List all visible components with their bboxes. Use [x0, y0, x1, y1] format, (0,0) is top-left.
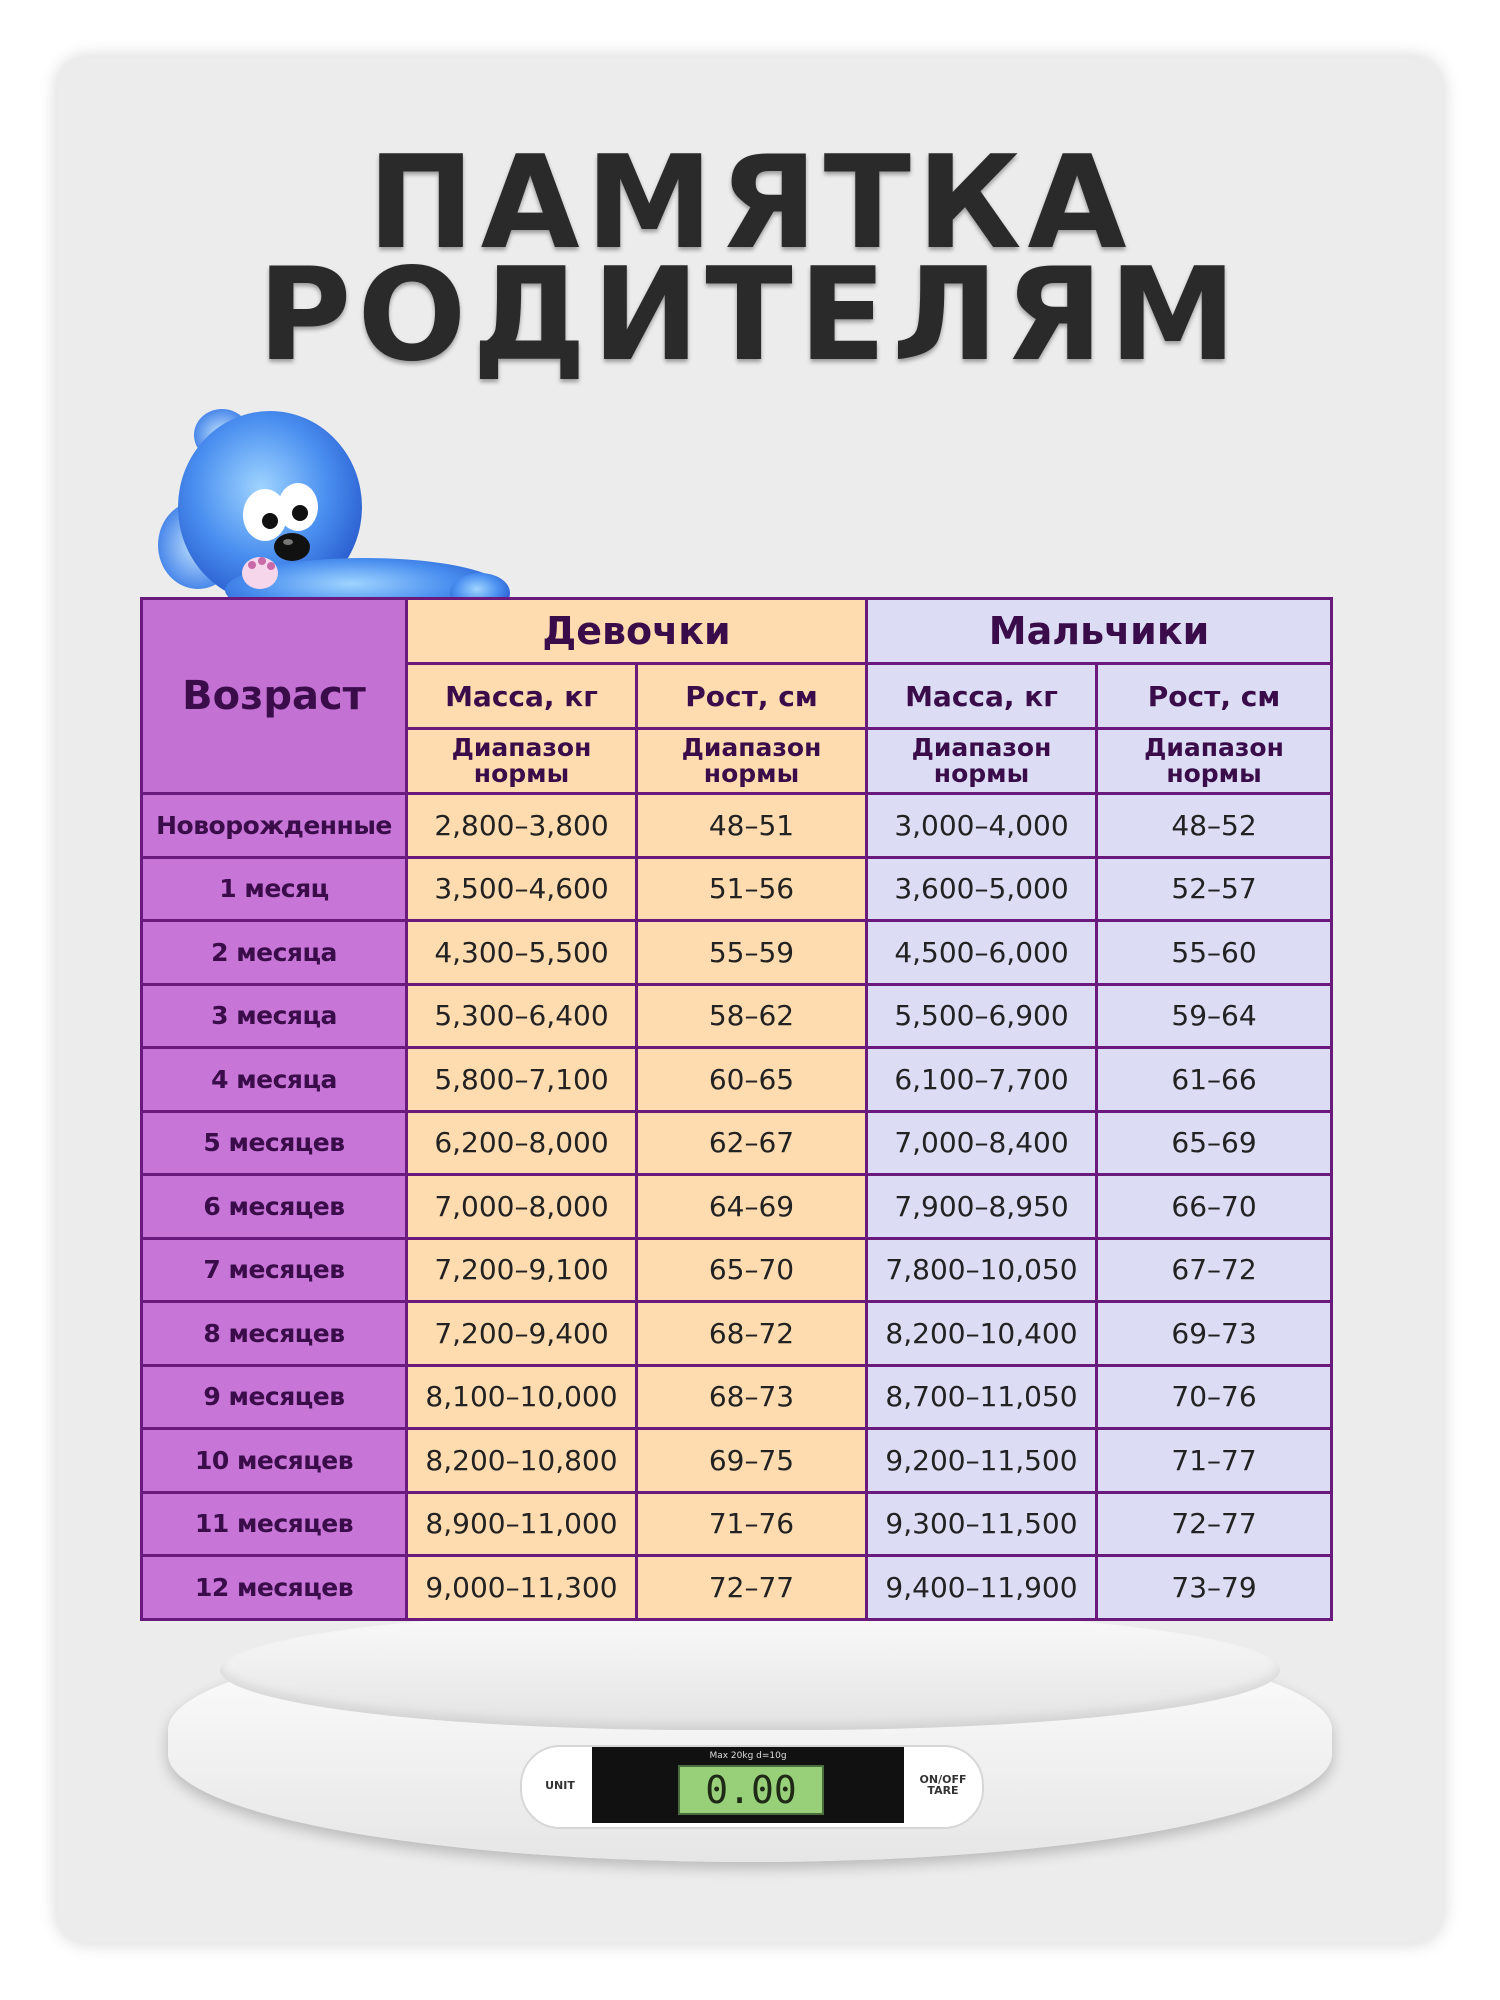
boys-height-cell: 55–60 — [1097, 921, 1332, 985]
boys-mass-cell: 9,400–11,900 — [867, 1556, 1097, 1620]
girls-height-cell: 51–56 — [637, 857, 867, 921]
range-label-line-1: Диапазон — [1144, 733, 1284, 762]
range-label-line-2: нормы — [703, 759, 800, 788]
girls-mass-cell: 5,800–7,100 — [407, 1048, 637, 1112]
boys-height-cell: 65–69 — [1097, 1111, 1332, 1175]
range-label-line-1: Диапазон — [451, 733, 592, 762]
boys-mass-cell: 8,700–11,050 — [867, 1365, 1097, 1429]
table-row — [142, 1238, 1332, 1302]
table-row — [142, 1048, 1332, 1112]
table-row — [142, 1365, 1332, 1429]
range-label-line-2: нормы — [1166, 759, 1262, 788]
girls-height-cell: 55–59 — [637, 921, 867, 985]
boys-height-cell: 61–66 — [1097, 1048, 1332, 1112]
girls-height-header: Рост, см — [637, 664, 867, 729]
girls-header: Девочки — [407, 599, 867, 664]
boys-height-cell: 67–72 — [1097, 1238, 1332, 1302]
table-row — [142, 1429, 1332, 1493]
growth-norms-table-wrapper — [140, 597, 1330, 1613]
baby-scale-tray — [220, 1610, 1280, 1730]
range-label-line-1: Диапазон — [911, 733, 1052, 762]
table-row — [142, 1556, 1332, 1620]
boys-height-cell: 73–79 — [1097, 1556, 1332, 1620]
girls-mass-cell: 7,200–9,400 — [407, 1302, 637, 1366]
age-cell: 7 месяцев — [142, 1238, 407, 1302]
age-cell: 12 месяцев — [142, 1556, 407, 1620]
age-cell: 6 месяцев — [142, 1175, 407, 1239]
girls-height-range-label — [637, 729, 867, 794]
scale-capacity-caption: Max 20kg d=10g — [709, 1751, 787, 1761]
title-line-2: РОДИТЕЛЯМ — [257, 241, 1243, 390]
age-cell: 9 месяцев — [142, 1365, 407, 1429]
age-cell: 10 месяцев — [142, 1429, 407, 1493]
tare-label: TARE — [927, 1784, 959, 1797]
age-cell: 11 месяцев — [142, 1492, 407, 1556]
boys-header: Мальчики — [867, 599, 1332, 664]
boys-height-cell: 52–57 — [1097, 857, 1332, 921]
girls-mass-cell: 8,100–10,000 — [407, 1365, 637, 1429]
age-cell: 3 месяца — [142, 984, 407, 1048]
boys-mass-cell: 7,800–10,050 — [867, 1238, 1097, 1302]
table-row — [142, 1492, 1332, 1556]
boys-height-cell: 70–76 — [1097, 1365, 1332, 1429]
boys-height-cell: 69–73 — [1097, 1302, 1332, 1366]
boys-height-range-label — [1097, 729, 1332, 794]
age-cell: Новорожденные — [142, 794, 407, 858]
age-header: Возраст — [142, 599, 407, 794]
girls-height-cell: 68–72 — [637, 1302, 867, 1366]
scale-lcd-reading: 0.00 — [678, 1765, 824, 1815]
girls-height-cell: 72–77 — [637, 1556, 867, 1620]
boys-mass-cell: 6,100–7,700 — [867, 1048, 1097, 1112]
range-label-line-2: нормы — [473, 759, 570, 788]
unit-button[interactable]: UNIT — [545, 1779, 575, 1792]
boys-height-header: Рост, см — [1097, 664, 1332, 729]
boys-mass-cell: 3,000–4,000 — [867, 794, 1097, 858]
boys-mass-cell: 9,200–11,500 — [867, 1429, 1097, 1493]
girls-mass-cell: 9,000–11,300 — [407, 1556, 637, 1620]
boys-mass-cell: 7,900–8,950 — [867, 1175, 1097, 1239]
boys-height-cell: 48–52 — [1097, 794, 1332, 858]
table-row — [142, 921, 1332, 985]
girls-mass-cell: 4,300–5,500 — [407, 921, 637, 985]
girls-mass-cell: 7,000–8,000 — [407, 1175, 637, 1239]
girls-mass-cell: 3,500–4,600 — [407, 857, 637, 921]
scale-display-frame — [592, 1747, 904, 1823]
table-row — [142, 1111, 1332, 1175]
girls-height-cell: 69–75 — [637, 1429, 867, 1493]
girls-mass-cell: 5,300–6,400 — [407, 984, 637, 1048]
boys-mass-cell: 5,500–6,900 — [867, 984, 1097, 1048]
girls-height-cell: 62–67 — [637, 1111, 867, 1175]
boys-mass-cell: 7,000–8,400 — [867, 1111, 1097, 1175]
boys-height-cell: 72–77 — [1097, 1492, 1332, 1556]
boys-mass-cell: 8,200–10,400 — [867, 1302, 1097, 1366]
girls-height-cell: 71–76 — [637, 1492, 867, 1556]
table-row — [142, 857, 1332, 921]
girls-height-cell: 64–69 — [637, 1175, 867, 1239]
boys-height-cell: 71–77 — [1097, 1429, 1332, 1493]
table-row — [142, 1175, 1332, 1239]
girls-mass-cell: 8,200–10,800 — [407, 1429, 637, 1493]
girls-mass-cell: 8,900–11,000 — [407, 1492, 637, 1556]
age-cell: 4 месяца — [142, 1048, 407, 1112]
girls-height-cell: 58–62 — [637, 984, 867, 1048]
boys-mass-range-label — [867, 729, 1097, 794]
boys-mass-header: Масса, кг — [867, 664, 1097, 729]
age-cell: 2 месяца — [142, 921, 407, 985]
table-row — [142, 984, 1332, 1048]
on-off-tare-button[interactable] — [915, 1774, 971, 1796]
on-off-label: ON/OFF — [919, 1773, 967, 1786]
girls-height-cell: 68–73 — [637, 1365, 867, 1429]
girls-mass-cell: 7,200–9,100 — [407, 1238, 637, 1302]
girls-mass-cell: 6,200–8,000 — [407, 1111, 637, 1175]
girls-mass-header: Масса, кг — [407, 664, 637, 729]
boys-mass-cell: 4,500–6,000 — [867, 921, 1097, 985]
age-cell: 1 месяц — [142, 857, 407, 921]
range-label-line-2: нормы — [933, 759, 1030, 788]
boys-mass-cell: 3,600–5,000 — [867, 857, 1097, 921]
age-cell: 5 месяцев — [142, 1111, 407, 1175]
boys-mass-cell: 9,300–11,500 — [867, 1492, 1097, 1556]
girls-height-cell: 48–51 — [637, 794, 867, 858]
growth-norms-table — [140, 597, 1333, 1621]
boys-height-cell: 59–64 — [1097, 984, 1332, 1048]
age-cell: 8 месяцев — [142, 1302, 407, 1366]
girls-height-cell: 65–70 — [637, 1238, 867, 1302]
girls-mass-range-label — [407, 729, 637, 794]
girls-mass-cell: 2,800–3,800 — [407, 794, 637, 858]
table-row — [142, 1302, 1332, 1366]
boys-height-cell: 66–70 — [1097, 1175, 1332, 1239]
girls-height-cell: 60–65 — [637, 1048, 867, 1112]
table-row — [142, 794, 1332, 858]
range-label-line-1: Диапазон — [681, 733, 822, 762]
title-line-1: ПАМЯТКА — [367, 129, 1133, 278]
